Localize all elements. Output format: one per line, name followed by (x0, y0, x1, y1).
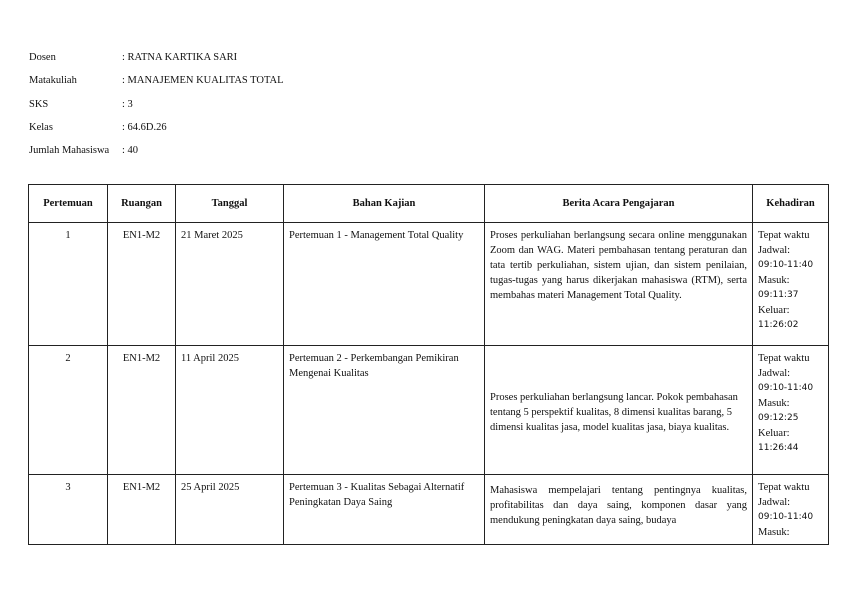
kehadiran-status: Tepat waktu (758, 482, 810, 493)
col-header-ruangan: Ruangan (108, 185, 176, 223)
table-header-row (29, 185, 829, 223)
table-row (29, 223, 829, 346)
table-row (29, 346, 829, 475)
col-header-tanggal: Tanggal (176, 185, 284, 223)
cell-tanggal: 25 April 2025 (176, 475, 284, 545)
cell-berita-acara: Mahasiswa mempelajari tentang pentingnya kualitas, profitabilitas dan daya saing, komponen dasar yang mendukung peningkatan daya saing, budaya (485, 475, 753, 545)
masuk-label: Masuk: (758, 527, 790, 538)
masuk-value: 09:12:25 (758, 413, 799, 423)
masuk-label: Masuk: (758, 398, 790, 409)
cell-tanggal: 11 April 2025 (176, 346, 284, 475)
sks-value: : 3 (122, 98, 133, 110)
kelas-row (29, 116, 284, 139)
masuk-value: 09:11:37 (758, 290, 799, 300)
kelas-value: : 64.6D.26 (122, 122, 167, 134)
cell-tanggal: 21 Maret 2025 (176, 223, 284, 346)
cell-pertemuan: 1 (29, 223, 108, 346)
cell-kehadiran (753, 223, 829, 346)
keluar-value: 11:26:44 (758, 443, 799, 453)
jadwal-value: 09:10-11:40 (758, 512, 814, 522)
keluar-label: Keluar: (758, 428, 790, 439)
jadwal-label: Jadwal: (758, 245, 791, 256)
jadwal-value: 09:10-11:40 (758, 260, 814, 270)
cell-pertemuan: 2 (29, 346, 108, 475)
cell-ruangan: EN1-M2 (108, 346, 176, 475)
sks-label: SKS (29, 98, 49, 110)
cell-kehadiran (753, 346, 829, 475)
masuk-label: Masuk: (758, 275, 790, 286)
kehadiran-status: Tepat waktu (758, 353, 810, 364)
col-header-kehadiran: Kehadiran (753, 185, 829, 223)
sks-row (29, 93, 284, 116)
col-header-berita-acara: Berita Acara Pengajaran (485, 185, 753, 223)
jumlah-value: : 40 (122, 145, 139, 157)
cell-bahan-kajian: Pertemuan 1 - Management Total Quality (284, 223, 485, 346)
course-info (29, 46, 284, 162)
jadwal-value: 09:10-11:40 (758, 383, 814, 393)
cell-bahan-kajian: Pertemuan 3 - Kualitas Sebagai Alternatif Peningkatan Daya Saing (284, 475, 485, 545)
jadwal-label: Jadwal: (758, 368, 791, 379)
jumlah-row (29, 139, 284, 162)
cell-berita-acara: Proses perkuliahan berlangsung lancar. Pokok pembahasan tentang 5 perspektif kualitas, 8 dimensi kualitas barang, 5 dimensi kualitas jasa, model kualitas jasa, biaya kualitas. (485, 346, 753, 475)
col-header-pertemuan: Pertemuan (29, 185, 108, 223)
cell-ruangan: EN1-M2 (108, 223, 176, 346)
matakuliah-row (29, 69, 284, 92)
keluar-value: 11:26:02 (758, 320, 799, 330)
dosen-label: Dosen (29, 52, 56, 64)
table-row (29, 475, 829, 545)
cell-bahan-kajian: Pertemuan 2 - Perkembangan Pemikiran Mengenai Kualitas (284, 346, 485, 475)
kehadiran-status: Tepat waktu (758, 230, 810, 241)
jumlah-label: Jumlah Mahasiswa (29, 145, 110, 157)
dosen-row (29, 46, 284, 69)
kelas-label: Kelas (29, 122, 53, 134)
attendance-table (28, 184, 829, 545)
jadwal-label: Jadwal: (758, 497, 791, 508)
cell-ruangan: EN1-M2 (108, 475, 176, 545)
matakuliah-label: Matakuliah (29, 75, 77, 87)
keluar-label: Keluar: (758, 305, 790, 316)
col-header-bahan-kajian: Bahan Kajian (284, 185, 485, 223)
cell-pertemuan: 3 (29, 475, 108, 545)
cell-kehadiran (753, 475, 829, 545)
dosen-value: : RATNA KARTIKA SARI (122, 52, 238, 64)
cell-berita-acara: Proses perkuliahan berlangsung secara online menggunakan Zoom dan WAG. Materi pembahasan tentang peraturan dan tata tertib perkuliahan, sistem ujian, dan sistem penilaian, tugas-tugas yang harus dikerjakan mahasiswa (RTM), serta membahas materi Management Total Quality. (485, 223, 753, 346)
matakuliah-value: : MANAJEMEN KUALITAS TOTAL (122, 75, 284, 87)
